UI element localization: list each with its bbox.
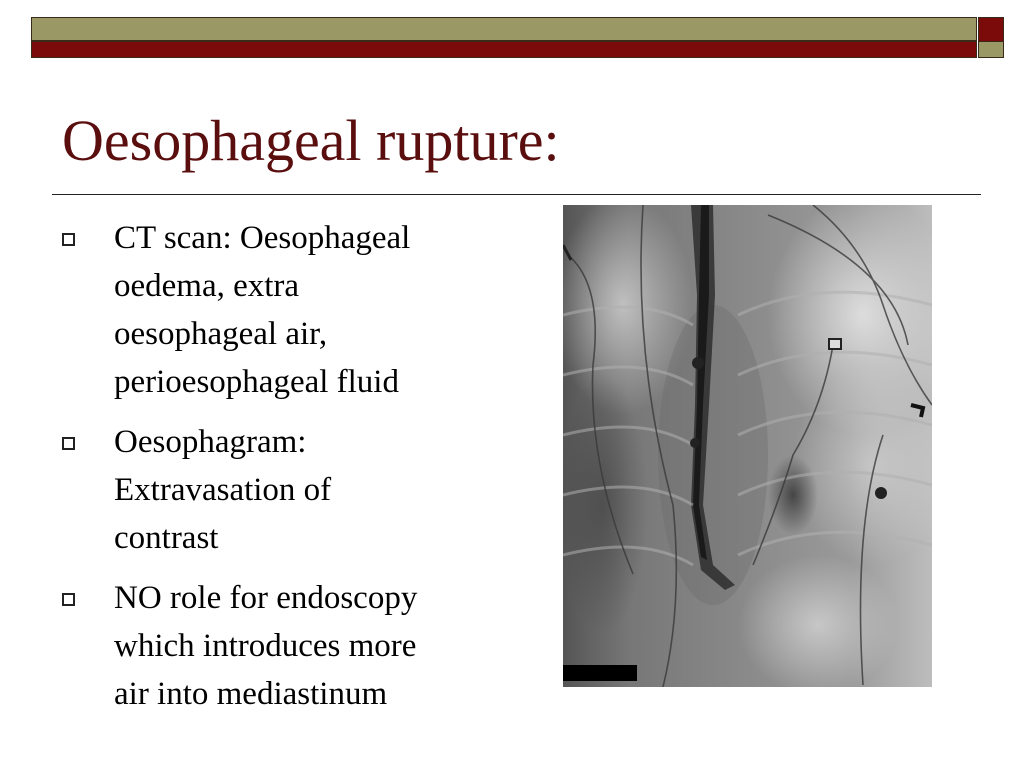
chest-xray-image xyxy=(563,205,932,687)
bullet-item-ct-scan xyxy=(62,214,502,406)
olive-header-bar xyxy=(31,17,977,41)
olive-corner-square xyxy=(978,41,1004,58)
bullet-text: Oesophagram: Extravasation of contrast xyxy=(114,424,332,556)
bullet-list xyxy=(62,214,502,730)
bullet-item-oesophagram xyxy=(62,418,502,562)
hollow-square-bullet-icon xyxy=(62,437,75,450)
bullet-text: CT scan: Oesophageal oedema, extra oesophageal air, perioesophageal fluid xyxy=(114,220,411,400)
maroon-header-bar xyxy=(31,41,977,58)
decorative-header-bars xyxy=(0,0,1024,70)
maroon-corner-square xyxy=(978,17,1004,42)
slide-title: Oesophageal rupture: xyxy=(62,108,560,173)
bullet-item-endoscopy xyxy=(62,574,502,718)
hollow-square-bullet-icon xyxy=(62,593,75,606)
title-divider xyxy=(52,194,981,195)
hollow-square-bullet-icon xyxy=(62,233,75,246)
bullet-text: NO role for endoscopy which introduces more air into mediastinum xyxy=(114,580,418,712)
